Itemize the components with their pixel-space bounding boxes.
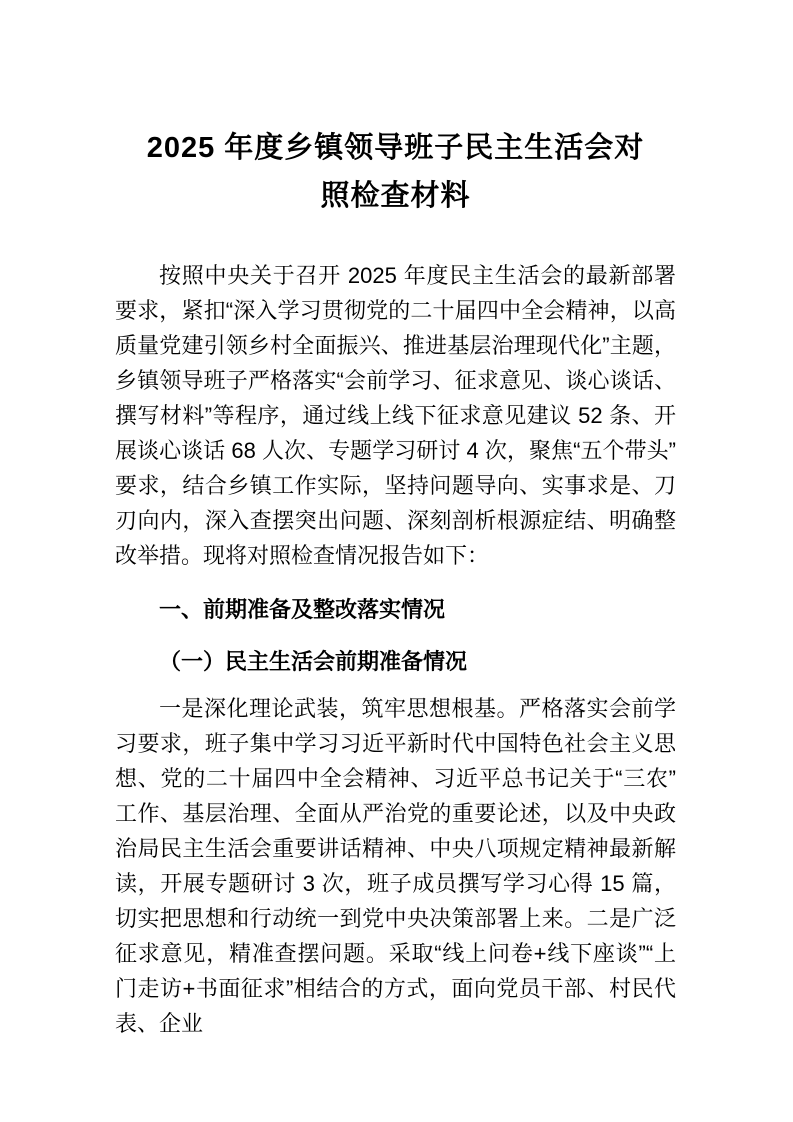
document-title <box>115 124 676 220</box>
document-title-line1: 2025 年度乡镇领导班子民主生活会对 <box>146 132 645 164</box>
document-title-line2: 照检查材料 <box>320 180 471 212</box>
section-heading-1: 一、前期准备及整改落实情况 <box>159 597 446 622</box>
intro-paragraph: 按照中央关于召开 2025 年度民主生活会的最新部署要求，紧扣“深入学习贯彻党的二十届四中全会精神，以高质量党建引领乡村全面振兴、推进基层治理现代化”主题，乡镇领导班子严格落实“会前学习、征求意见、谈心谈话、撰写材料”等程序，通过线上线下征求意见建议 52 条、开展谈心谈话 68 人次、专题学习研讨 4 次，聚焦“五个带头”要求，结合乡镇工作实际，坚持问题导向、实事求是、刀刃向内，深入查摆突出问题、深刻剖析根源症结、明确整改举措。现将对照检查情况报告如下： <box>115 263 676 568</box>
preparation-paragraph: 一是深化理论武装，筑牢思想根基。严格落实会前学习要求，班子集中学习习近平新时代中国特色社会主义思想、党的二十届四中全会精神、习近平总书记关于“三农”工作、基层治理、全面从严治党的重要论述，以及中央政治局民主生活会重要讲话精神、中央八项规定精神最新解读，开展专题研讨 3 次，班子成员撰写学习心得 15 篇，切实把思想和行动统一到党中央决策部署上来。二是广泛征求意见，精准查摆问题。采取“线上问卷+线下座谈”“上门走访+书面征求”相结合的方式，面向党员干部、村民代表、企业 <box>115 696 676 1036</box>
subsection-heading-1-1: （一）民主生活会前期准备情况 <box>159 649 468 674</box>
